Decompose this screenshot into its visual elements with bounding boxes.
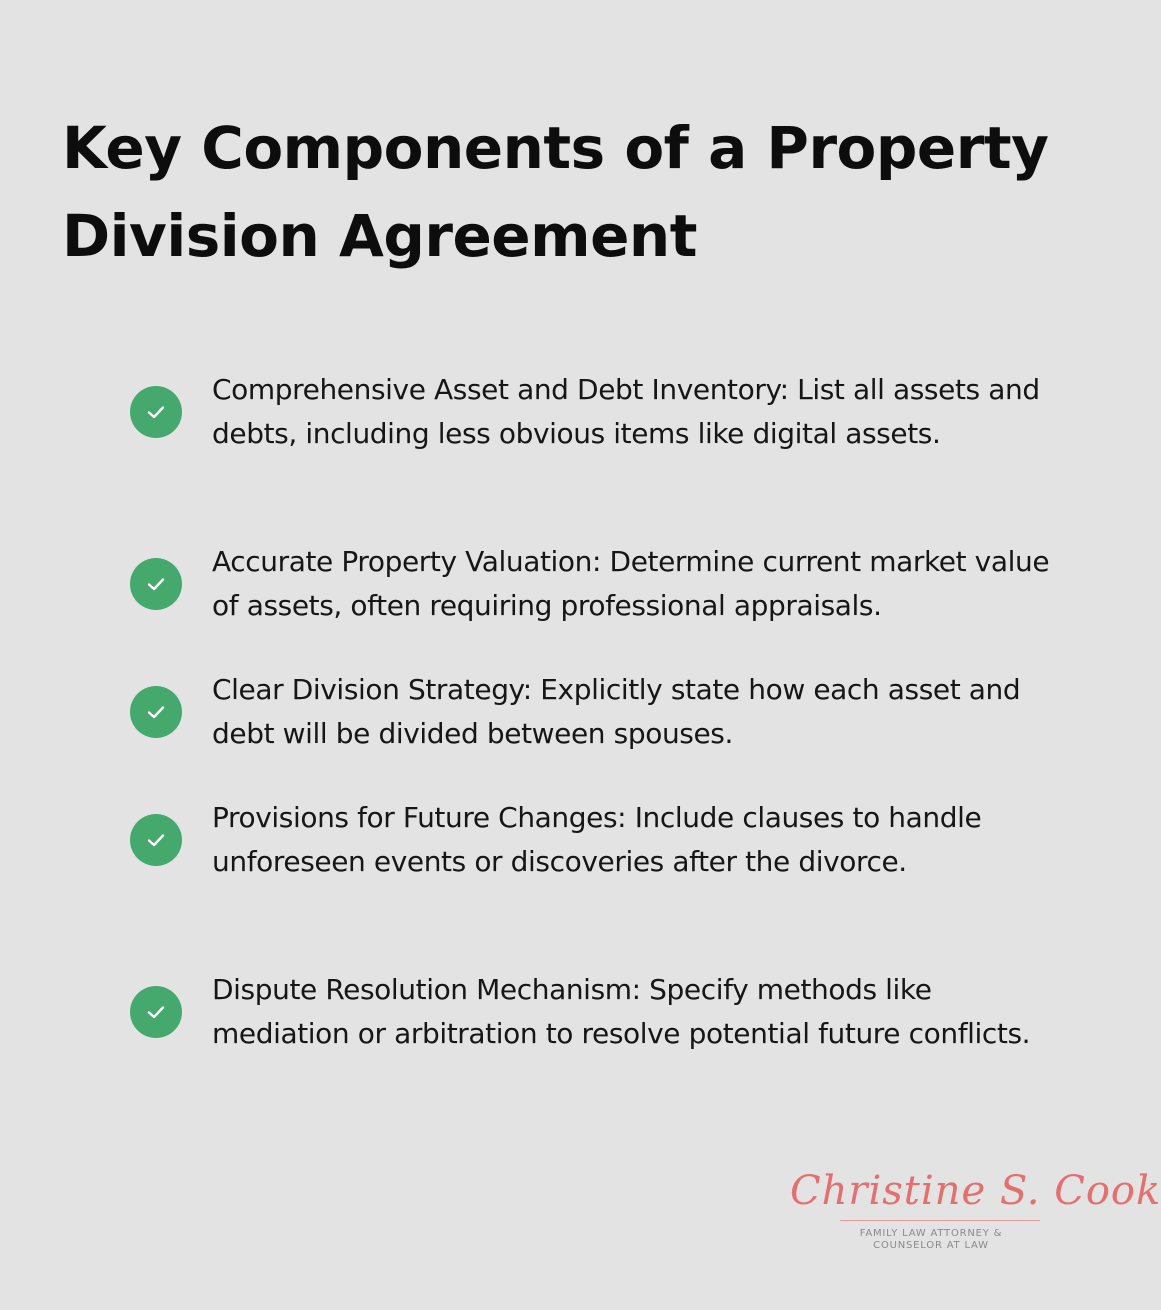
brand-logo: [780, 1168, 1161, 1260]
logo-tagline-line-1: FAMILY LAW ATTORNEY &: [859, 1228, 1003, 1239]
list-item: [130, 968, 1070, 1056]
list-item: [130, 540, 1070, 628]
check-icon: [130, 814, 182, 866]
page-title: Key Components of a Property Division Agreement: [62, 114, 1049, 270]
logo-name: Christine S. Cook: [790, 1168, 1161, 1214]
check-icon: [130, 386, 182, 438]
item-text: Clear Division Strategy: Explicitly state how each asset and debt will be divided between spouses.: [212, 673, 1021, 750]
logo-divider: [840, 1220, 1040, 1221]
check-icon: [130, 686, 182, 738]
list-item: [130, 368, 1070, 456]
item-text: Comprehensive Asset and Debt Inventory: List all assets and debts, including less obvious items like digital assets.: [212, 373, 1040, 450]
item-text: Provisions for Future Changes: Include clauses to handle unforeseen events or discoveries after the divorce.: [212, 801, 982, 878]
logo-tagline: [846, 1228, 1016, 1252]
item-text: Accurate Property Valuation: Determine current market value of assets, often requiring professional appraisals.: [212, 545, 1050, 622]
list-item: [130, 796, 1070, 884]
check-icon: [130, 558, 182, 610]
list-item: [130, 668, 1070, 756]
item-text: Dispute Resolution Mechanism: Specify methods like mediation or arbitration to resolve potential future conflicts.: [212, 973, 1031, 1050]
check-icon: [130, 986, 182, 1038]
logo-tagline-line-2: COUNSELOR AT LAW: [873, 1240, 989, 1251]
